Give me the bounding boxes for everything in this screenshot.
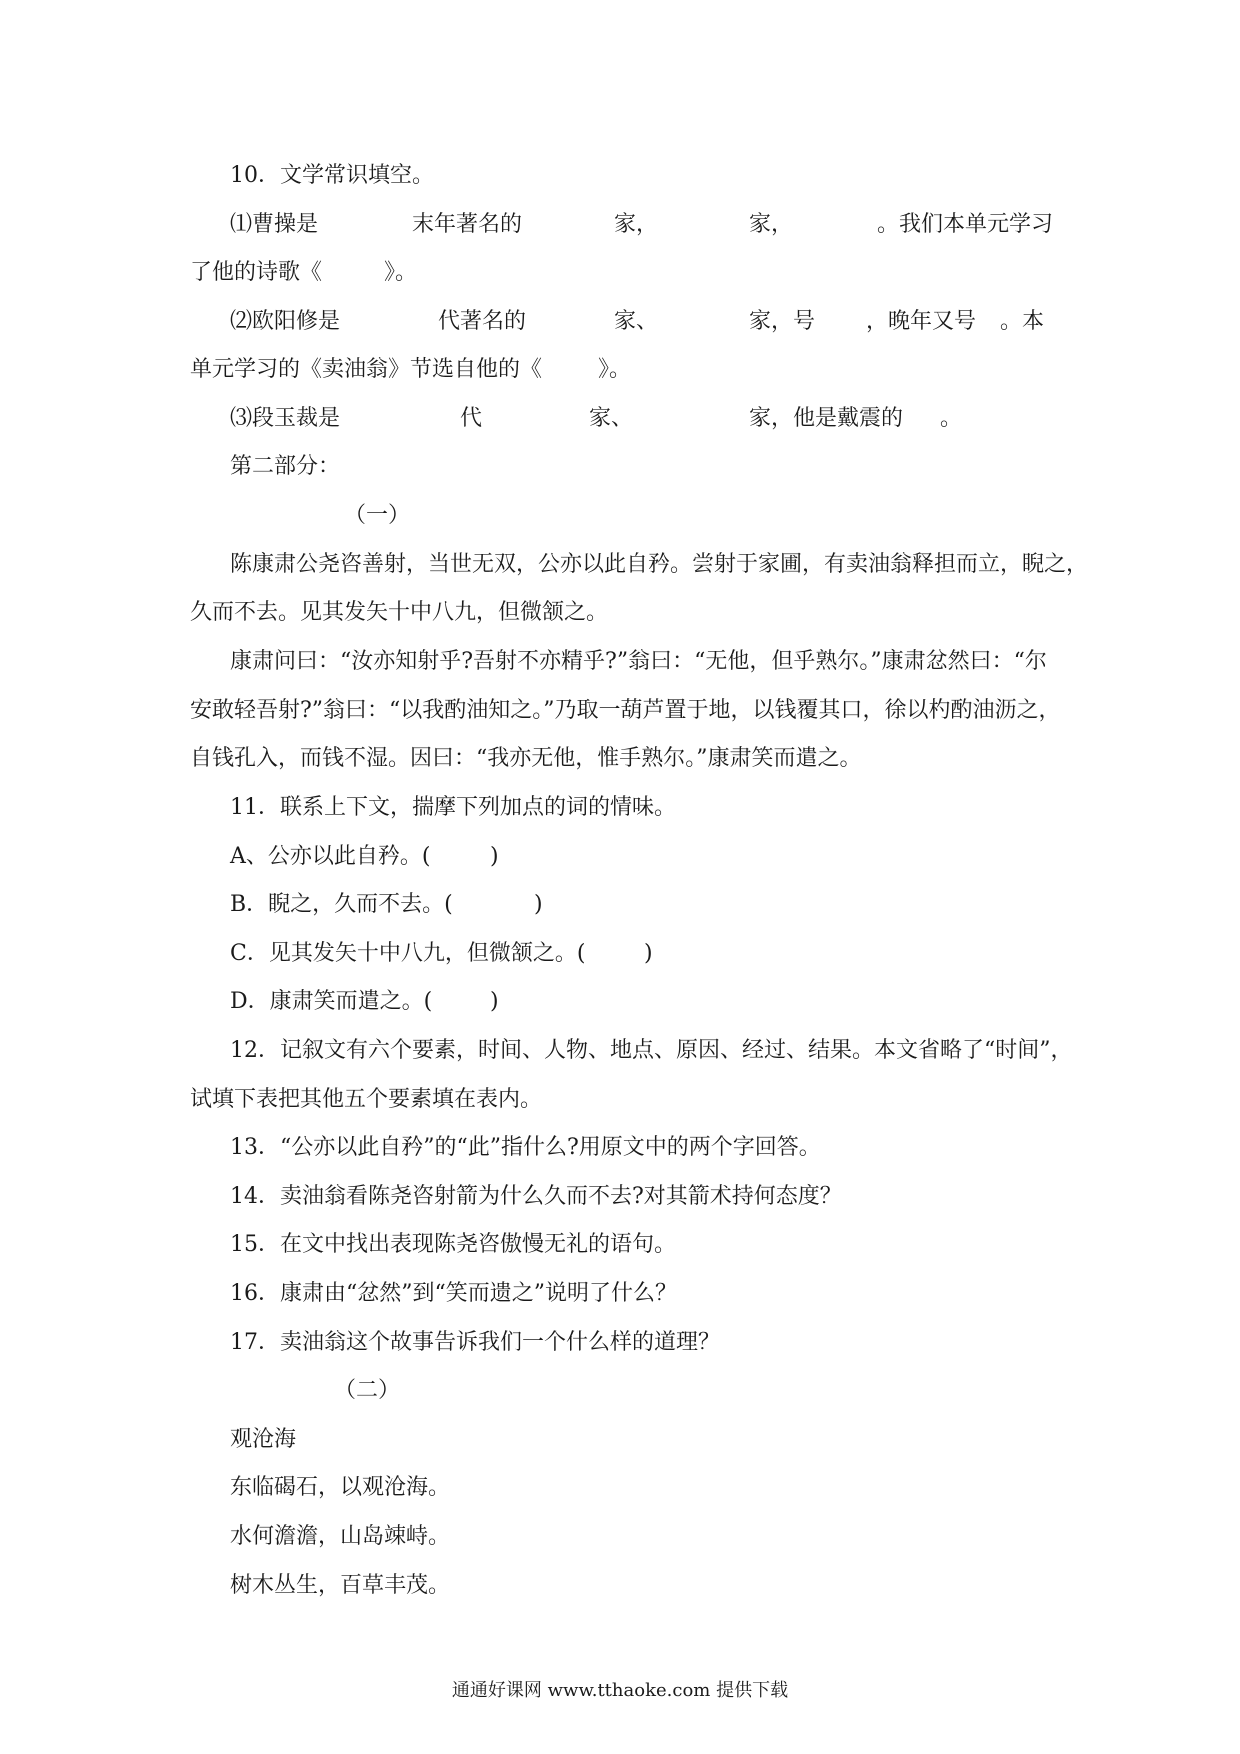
q11-b-close: ) [534, 892, 543, 917]
q10-item-1 [0, 200, 1240, 250]
passage-text: 康肃问曰：“汝亦知射乎?吾射不亦精乎?”翁曰：“无他，但乎熟尔。”康肃忿然曰：“尔 [230, 649, 1047, 674]
q10-1-seg: 家， [614, 212, 659, 237]
q17-line [0, 1318, 1240, 1368]
q11-a-close: ) [490, 844, 499, 869]
q11-b-text: B．睨之，久而不去。( [230, 892, 453, 917]
poem-line [0, 1463, 1240, 1513]
passage-line [0, 686, 1240, 736]
q11-title [0, 783, 1240, 833]
q11-c-text: C．见其发矢十中八九，但微颔之。( [230, 941, 586, 966]
q12-text: 12．记叙文有六个要素，时间、人物、地点、原因、经过、结果。本文省略了“时间”， [230, 1038, 1073, 1063]
poem-line [0, 1561, 1240, 1611]
q10-3-seg: ⑶段玉裁是 [230, 406, 341, 431]
q11-c-close: ) [644, 941, 653, 966]
q10-3-seg: 家，他是戴震的 [749, 406, 904, 431]
passage-line [0, 588, 1240, 638]
q10-2-seg: 家、 [614, 309, 659, 334]
section-two-text: （二） [334, 1378, 401, 1403]
q10-2-seg: ⑵欧阳修是 [230, 309, 341, 334]
passage-text: 陈康肃公尧咨善射，当世无双，公亦以此自矜。尝射于家圃，有卖油翁释担而立，睨之， [230, 552, 1089, 577]
q10-1-seg: 末年著名的 [412, 212, 523, 237]
q10-3-seg: 。 [940, 406, 963, 431]
q10-item-2 [0, 297, 1240, 347]
poem-line [0, 1512, 1240, 1562]
section-one-text: （一） [344, 503, 411, 528]
q11-option-d [0, 977, 1240, 1027]
q10-1-seg: ⑴曹操是 [230, 212, 319, 237]
poem-line-text: 东临碣石，以观沧海。 [230, 1475, 451, 1500]
q11-a-text: A、公亦以此自矜。( [230, 844, 431, 869]
poem-line-text: 水何澹澹，山岛竦峙。 [230, 1524, 451, 1549]
passage-text: 自钱孔入，而钱不湿。因曰：“我亦无他，惟手熟尔。”康肃笑而遣之。 [190, 746, 862, 771]
passage-text: 安敢轻吾射?”翁曰：“以我酌油知之。”乃取一葫芦置于地，以钱覆其口，徐以杓酌油沥之， [190, 698, 1061, 723]
passage-line [0, 540, 1240, 590]
part-two-text: 第二部分： [230, 454, 341, 479]
q10-2-seg: 代著名的 [438, 309, 527, 334]
q10-title [0, 151, 1240, 201]
q10-1-seg: 家， [749, 212, 794, 237]
page-footer: 通通好课网 www.tthaoke.com 提供下载 [451, 1680, 789, 1701]
q10-2-seg: 家，号 [749, 309, 816, 334]
poem-title [0, 1415, 1240, 1465]
q17-text: 17．卖油翁这个故事告诉我们一个什么样的道理？ [230, 1330, 720, 1355]
q10-2-seg: ，晚年又号 [866, 309, 977, 334]
poem-title-text: 观沧海 [230, 1427, 297, 1452]
section-one-heading [0, 491, 1240, 541]
q15-line [0, 1220, 1240, 1270]
q16-text: 16．康肃由“忿然”到“笑而遗之”说明了什么？ [230, 1281, 677, 1306]
q10-1b-seg: 》。 [384, 260, 418, 285]
q10-item-3 [0, 394, 1240, 444]
q10-1b-seg: 了他的诗歌《 [190, 260, 323, 285]
q11-d-close: ) [490, 989, 499, 1014]
q10-title-text: 10．文学常识填空。 [230, 163, 434, 188]
q11-d-text: D．康肃笑而遣之。( [230, 989, 433, 1014]
q14-line [0, 1172, 1240, 1222]
q11-option-a [0, 832, 1240, 882]
q13-line [0, 1123, 1240, 1173]
q10-2b-seg: 》。 [598, 357, 632, 382]
q12-text: 试填下表把其他五个要素填在表内。 [190, 1087, 543, 1112]
poem-line-text: 树木丛生，百草丰茂。 [230, 1573, 451, 1598]
q10-3-seg: 代 [460, 406, 483, 431]
q10-2b-seg: 单元学习的《卖油翁》节选自他的《 [190, 357, 543, 382]
q11-option-c [0, 929, 1240, 979]
q10-item-2-cont [0, 345, 1240, 395]
q12-line-cont [0, 1075, 1240, 1125]
passage-text: 久而不去。见其发矢十中八九，但微颔之。 [190, 600, 609, 625]
q15-text: 15．在文中找出表现陈尧咨傲慢无礼的语句。 [230, 1232, 676, 1257]
q10-1-seg: 。我们本单元学习 [877, 212, 1054, 237]
q10-2-seg: 。本 [1000, 309, 1045, 334]
passage-line [0, 734, 1240, 784]
part-two-heading [0, 442, 1240, 492]
q14-text: 14．卖油翁看陈尧咨射箭为什么久而不去?对其箭术持何态度？ [230, 1184, 842, 1209]
q16-line [0, 1269, 1240, 1319]
q10-3-seg: 家、 [589, 406, 634, 431]
passage-line [0, 637, 1240, 687]
q10-item-1-cont [0, 248, 1240, 298]
q11-title-text: 11．联系上下文，揣摩下列加点的词的情味。 [230, 795, 676, 820]
section-two-heading [0, 1366, 1240, 1416]
q12-line [0, 1026, 1240, 1076]
q13-text: 13．“公亦以此自矜”的“此”指什么?用原文中的两个字回答。 [230, 1135, 821, 1160]
q11-option-b [0, 880, 1240, 930]
